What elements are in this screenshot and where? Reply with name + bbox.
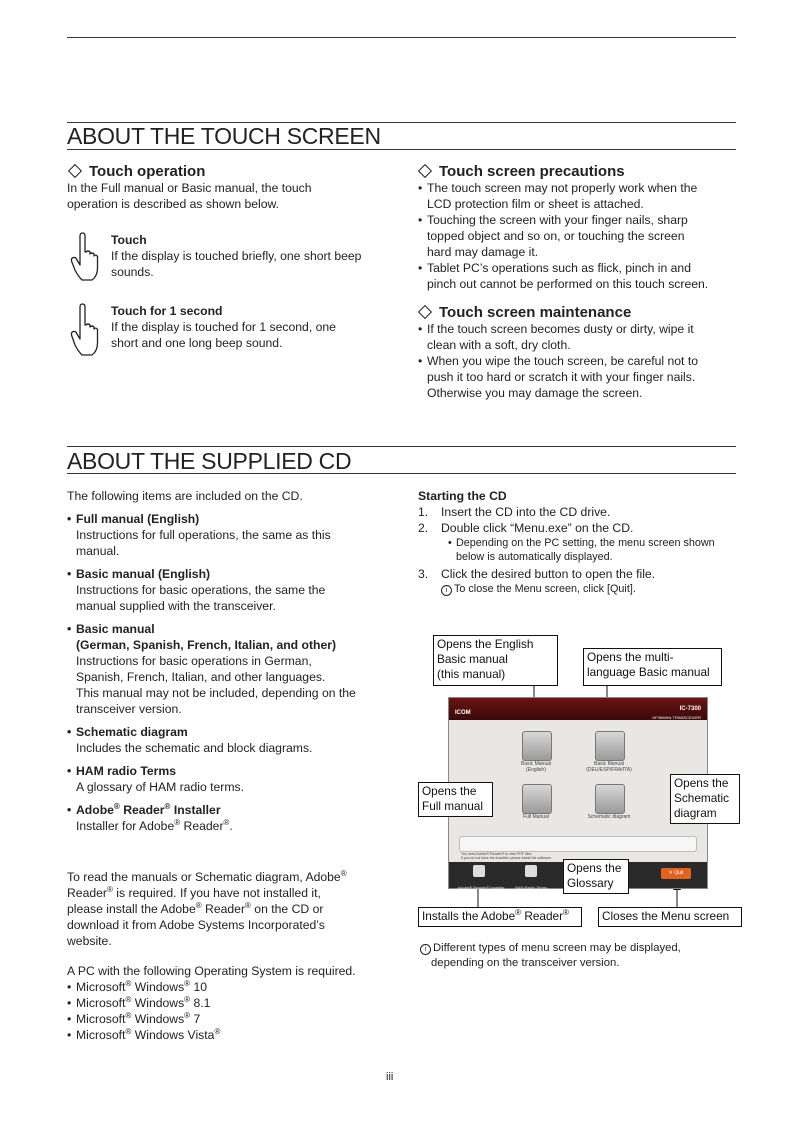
menu-footnote: i Different types of menu screen may be displayed, depending on the transceiver version. [420,941,740,971]
touch-title: Touch [111,233,147,247]
icom-logo: ICOM [455,710,471,716]
callout-schematic: Opens the Schematic diagram [670,774,740,824]
step-1: 1. Insert the CD into the CD drive. [418,505,611,519]
starting-cd-heading: Starting the CD [418,489,507,503]
cd-intro: The following items are included on the CD. [67,489,303,503]
book-icon[interactable] [595,731,625,761]
callout-multi-basic: Opens the multi- language Basic manual [583,648,722,686]
touch-operation-intro: In the Full manual or Basic manual, the touch operation is described as shown below. [67,181,312,211]
precaution-item: • Tablet PC’s operations such as flick, pinch in and pinch out cannot be performed on this touch screen. [418,260,738,292]
quit-button[interactable]: ✕ Quit [661,868,691,879]
model-sub: HF/50MHz TRANSCEIVER [652,715,701,720]
touch-desc-1: If the display is touched briefly, one short beep [111,249,362,263]
touch-operation-heading: Touch operation [67,163,205,181]
maintenance-item: • When you wipe the touch screen, be careful not to push it too hard or scratch it with your finger nails. Otherwise you may damage the screen. [418,353,738,401]
step-3: 3. Click the desired button to open the file. [418,567,656,581]
adobe-icon[interactable] [473,865,485,877]
model-label: IC-7300 [679,706,701,712]
btn-basic-ml-label: Basic Manual (DEU/ESP/FRA/ITA) [586,761,632,773]
notice-text: You need Adobe® Reader® to view PDF files. If you do not have the installed, please install the software. [461,852,552,860]
os-requirements: A PC with the following Operating System is required. • Microsoft® Windows® 10 • Microsoft® Windows® 8.1 • Microsoft® Windows® 7 • Microsoft® Windows Vista® [67,963,397,1043]
touch-1s-title: Touch for 1 second [111,304,223,318]
touch-1s-desc-1: If the display is touched for 1 second, one [111,320,336,334]
os-item: • Microsoft® Windows Vista® [67,1027,397,1043]
cd-item-basic-en: • Basic manual (English) Instructions for basic operations, the same the manual supplied with the transceiver. [67,566,397,614]
ham-btn-label: HAM Radio Terms [514,885,548,890]
precaution-item: • Touching the screen with your finger nails, sharp topped object and so on, or touching the screen hard may damage it. [418,212,738,260]
step-2: 2. Double click “Menu.exe” on the CD. [418,521,634,535]
callout-closes-menu: Closes the Menu screen [598,907,742,927]
cd-item-full: • Full manual (English) Instructions for full operations, the same as this manual. [67,511,397,559]
btn-full-label: Full Manual [523,814,549,820]
callout-glossary: Opens the Glossary [563,859,629,894]
touch-desc-2: sounds. [111,265,154,279]
adobe-btn-label: Adobe® Reader® Installer [457,885,505,890]
cd-item-ham-terms: • HAM radio Terms A glossary of HAM radio terms. [67,763,397,795]
os-item: • Microsoft® Windows® 8.1 [67,995,397,1011]
menu-screen-header [449,698,707,720]
cd-item-adobe: • Adobe® Reader® Installer Installer for Adobe® Reader®. [67,802,397,834]
book-gear-icon[interactable] [522,784,552,814]
maintenance-heading: Touch screen maintenance [417,304,631,322]
callout-installs-adobe: Installs the Adobe® Reader® [418,907,582,927]
btn-basic-en-label: Basic Manual (English) [520,761,551,773]
book-icon[interactable] [522,731,552,761]
schematic-icon[interactable] [595,784,625,814]
step-3-tip: i To close the Menu screen, click [Quit]. [418,582,748,596]
section-title-touch: ABOUT THE TOUCH SCREEN [67,123,381,149]
info-icon: i [420,944,431,955]
glossary-icon[interactable] [525,865,537,877]
os-item: • Microsoft® Windows® 7 [67,1011,397,1027]
touch-1s-desc-2: short and one long beep sound. [111,336,283,350]
page-number: iii [386,1071,394,1083]
step-2-note: • Depending on the PC setting, the menu screen shown below is automatically displayed. [448,537,715,563]
callout-english-basic: Opens the English Basic manual (this manual) [433,635,558,686]
info-icon: i [441,585,452,596]
notice-box [459,836,697,852]
precaution-item: • The touch screen may not properly work when the LCD protection film or sheet is attached. [418,180,738,212]
section-title-cd: ABOUT THE SUPPLIED CD [67,448,352,474]
adobe-reader-paragraph: To read the manuals or Schematic diagram, Adobe® Reader® is required. If you have not installed it, please install the Adobe® Reader® on the CD or download it from Adobe Systems Incorporated’s website. [67,869,347,948]
callout-full: Opens the Full manual [418,782,493,817]
btn-schematic-label: Schematic diagram [587,814,631,820]
cd-item-schematic: • Schematic diagram Includes the schematic and block diagrams. [67,724,397,756]
cd-item-basic-multi: • Basic manual (German, Spanish, French, Italian, and other) Instructions for basic operations in German, Spanish, French, Italian, and other languages. This manual may not be included, depending on the transceiver version. [67,621,397,717]
os-item: • Microsoft® Windows® 10 [67,979,397,995]
maintenance-item: • If the touch screen becomes dusty or dirty, wipe it clean with a soft, dry cloth. [418,321,738,353]
precautions-heading: Touch screen precautions [417,163,625,181]
